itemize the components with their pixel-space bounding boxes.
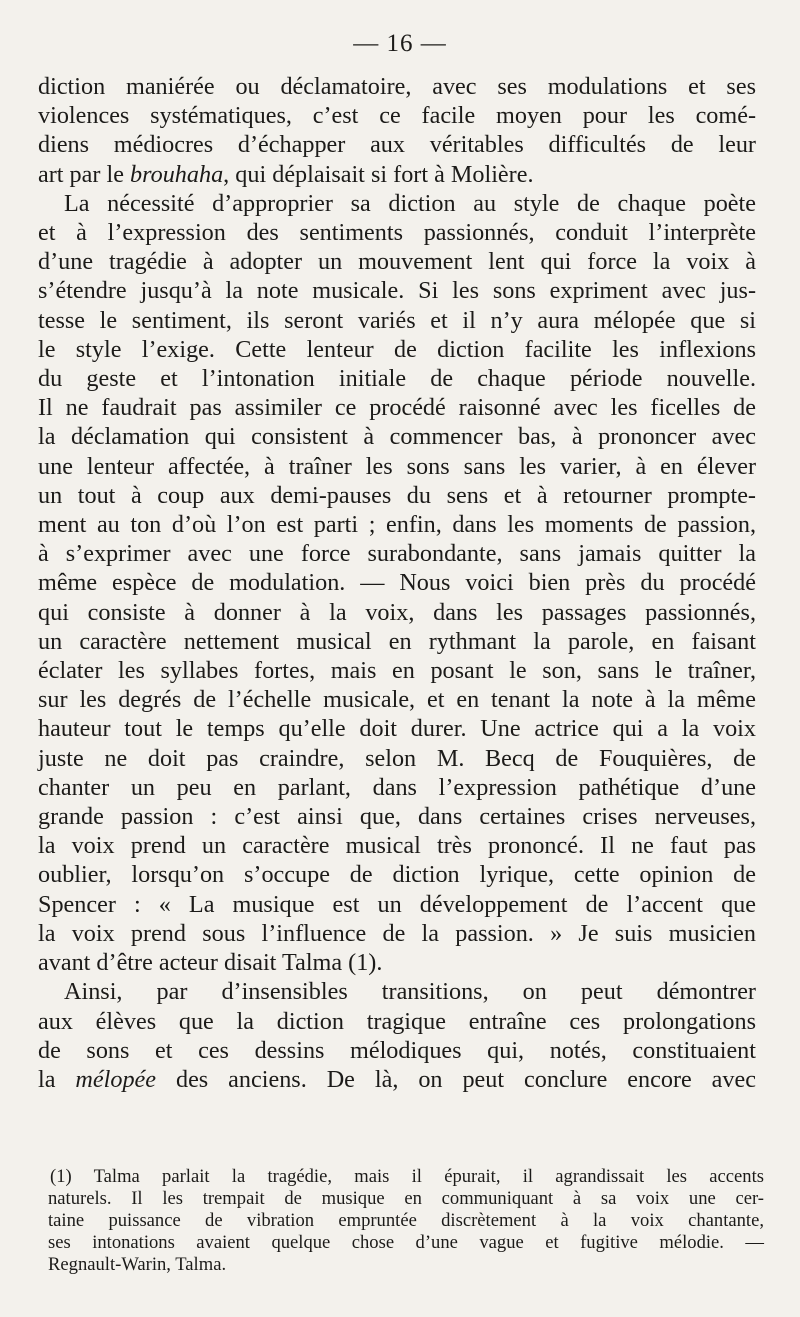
text-line: de sons et ces dessins mélodiques qui, notés, constituaient	[38, 1036, 756, 1064]
text-line: violences systématiques, c’est ce facile moyen pour les comé-	[38, 102, 756, 130]
page-number: — 16 —	[353, 30, 447, 57]
text-line: oublier, lorsqu’on s’occupe de diction lyrique, cette opinion de	[38, 861, 756, 889]
text-line: diens médiocres d’échapper aux véritables difficultés de leur	[38, 131, 756, 159]
text-line: qui consiste à donner à la voix, dans les passages passionnés,	[38, 598, 756, 626]
text-line: Ainsi, par d’insensibles transitions, on peut démontrer	[64, 978, 756, 1006]
text-line: du geste et l’intonation initiale de chaque période nouvelle.	[38, 365, 756, 393]
footnote	[48, 1166, 764, 1276]
text-line: et à l’expression des sentiments passionnés, conduit l’interprète	[38, 219, 756, 247]
body-text	[38, 72, 756, 1094]
text-line: sur les degrés de l’échelle musicale, et en tenant la note à la même	[38, 686, 756, 714]
text-line: la déclamation qui consistent à commencer bas, à prononcer avec	[38, 423, 756, 451]
text-line: la voix prend sous l’influence de la passion. » Je suis musicien	[38, 919, 756, 947]
text-line: même espèce de modulation. — Nous voici bien près du procédé	[38, 569, 756, 597]
footnote-line: naturels. Il les trempait de musique en communiquant à sa voix une cer-	[48, 1188, 764, 1209]
text-line: éclater les syllabes fortes, mais en posant le son, sans le traîner,	[38, 657, 756, 685]
text-line: Spencer : « La musique est un développement de l’accent que	[38, 890, 756, 918]
text-line: une lenteur affectée, à traîner les sons sans les varier, à en élever	[38, 452, 756, 480]
text-line: un caractère nettement musical en rythmant la parole, en faisant	[38, 627, 756, 655]
text-line: s’étendre jusqu’à la note musicale. Si les sons expriment avec jus-	[38, 277, 756, 305]
paragraph-1	[38, 72, 756, 189]
text-line: d’une tragédie à adopter un mouvement lent qui force la voix à	[38, 248, 756, 276]
text-line: diction maniérée ou déclamatoire, avec ses modulations et ses	[38, 73, 756, 100]
text-line: La nécessité d’approprier sa diction au style de chaque poète	[64, 189, 756, 217]
footnote-line: ses intonations avaient quelque chose d’une vague et fugitive mélodie. —	[48, 1232, 764, 1253]
text-line: la mélopée des anciens. De là, on peut conclure encore avec	[38, 1065, 756, 1093]
footnote-line: Regnault-Warin, Talma.	[48, 1254, 227, 1275]
text-line: à s’exprimer avec une force surabondante, sans jamais quitter la	[38, 540, 756, 568]
text-line: hauteur tout le temps qu’elle doit durer. Une actrice qui a la voix	[38, 715, 756, 743]
text-line: avant d’être acteur disait Talma (1).	[38, 949, 383, 977]
text-line: chanter un peu en parlant, dans l’expression pathétique d’une	[38, 773, 756, 801]
paragraph-2	[38, 189, 756, 977]
text-line: un tout à coup aux demi-pauses du sens et à retourner prompte-	[38, 481, 756, 509]
text-line: art par le brouhaha, qui déplaisait si fort à Molière.	[38, 160, 534, 188]
footnote-line: taine puissance de vibration empruntée discrètement à la voix chantante,	[48, 1210, 764, 1231]
text-line: le style l’exige. Cette lenteur de diction facilite les inflexions	[38, 335, 756, 363]
text-line: Il ne faudrait pas assimiler ce procédé raisonné avec les ficelles de	[38, 394, 756, 422]
italic-word: mélopée	[75, 1065, 157, 1093]
footnote-line: (1) Talma parlait la tragédie, mais il épurait, il agrandissait les accents	[50, 1166, 764, 1187]
text-line: ment au ton d’où l’on est parti ; enfin, dans les moments de passion,	[38, 511, 756, 539]
text-line: tesse le sentiment, ils seront variés et il n’y aura mélopée que si	[38, 306, 756, 334]
text-line: grande passion : c’est ainsi que, dans certaines crises nerveuses,	[38, 803, 756, 831]
italic-word: brouhaha	[130, 160, 224, 188]
paragraph-3	[38, 977, 756, 1094]
text-line: juste ne doit pas craindre, selon M. Becq de Fouquières, de	[38, 744, 756, 772]
text-line: aux élèves que la diction tragique entraîne ces prolongations	[38, 1007, 756, 1035]
text-line: la voix prend un caractère musical très prononcé. Il ne faut pas	[38, 832, 756, 860]
